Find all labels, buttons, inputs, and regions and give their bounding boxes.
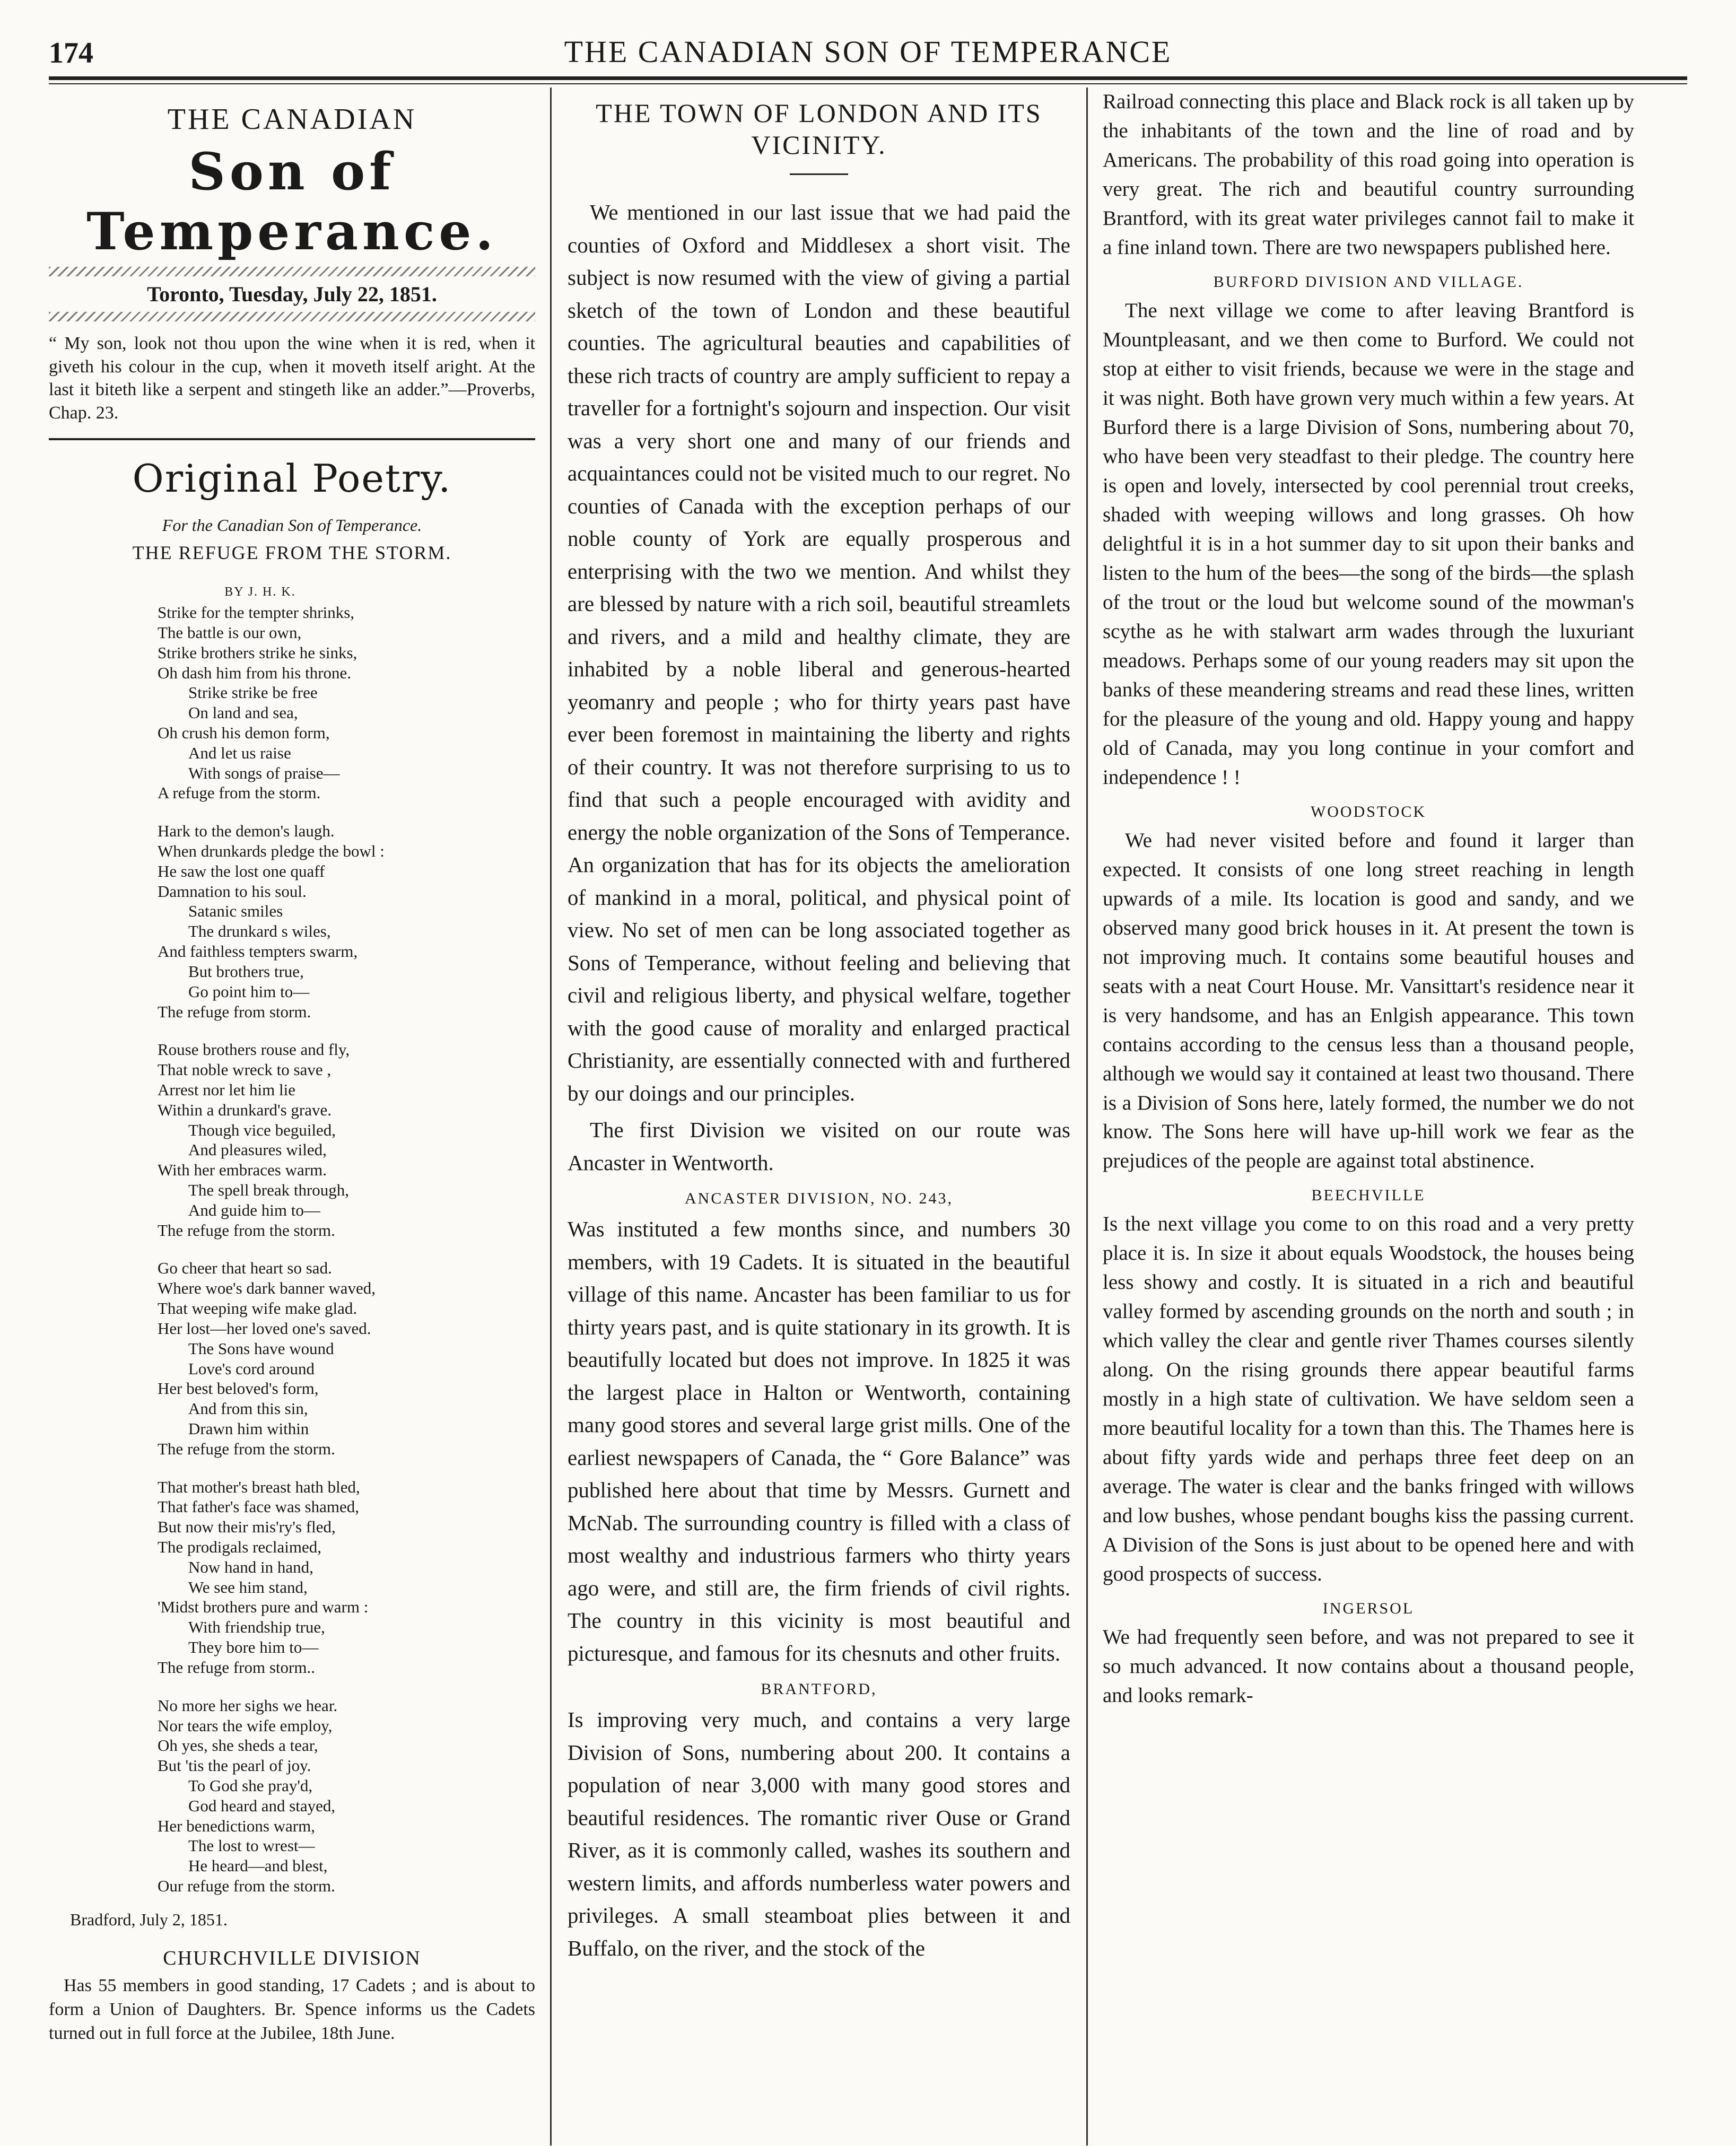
poem-title: THE REFUGE FROM THE STORM. [132, 542, 452, 564]
poem-line: But brothers true, [188, 962, 304, 981]
poem-line: He saw the lost one quaff [158, 861, 325, 880]
article-paragraph: We mentioned in our last issue that we had paid the counties of Oxford and Middlesex a short visit. The subject is now resumed with the view of giving a partial sketch of the town of London and these beautiful counties. The agricultural beauties and capabilities of these rich tracts of country are amply sufficient to repay a traveller for a fortnight's sojourn and inspection. Our visit was a very short one and many of our friends and acquaintances could not be visited much to our regret. No counties of Canada with the exception perhaps of our noble county of York are equally prosperous and enterprising with the two we mention. And whilst they are blessed by nature with a rich soil, beautiful streamlets and rivers, and a mild and healthy climate, they are inhabited by a noble liberal and generous-hearted yeomanry and people ; who for thirty years past have ever been foremost in maintaining the liberty and rights of their country. It was not therefore surprising to us to find that such a people encouraged with avidity and energy the noble organization of the Sons of Temperance. An organization that has for its objects the amelioration of mankind in a moral, political, and physical point of view. No set of men can be long associated together as Sons of Temperance, without feeling and believing that civil and religious liberty, and physical welfare, together with the good cause of morality and enlarged practical Christianity, are essentially connected with and furthered by our doings and our principles. [568, 200, 1070, 1105]
poem-line: And faithless tempters swarm, [158, 942, 358, 961]
poem-line: To God she pray'd, [188, 1776, 313, 1795]
poem-line: Go point him to— [188, 982, 310, 1001]
article-paragraph: Is the next village you come to on this road and a very pretty place it is. In size it about equals Woodstock, the houses being less showy and costly. It is situated in a rich and beautiful valley formed by ascending grounds on the north and south ; in which valley the clear and gentle river Thames courses silently along. On the rising grounds there appear beautiful farms mostly in a high state of cultivation. We have seldom seen a more beautiful locality for a town than this. The Thames here is about fifty yards wide and perhaps three feet deep on an average. The water is clear and the banks fringed with willows and low bushes, whose pendant boughs kiss the passing current. A Division of the Sons is just about to be opened here and with good prospects of success. [1103, 1212, 1634, 1586]
subheading-ingersol: INGERSOL [1322, 1600, 1415, 1618]
page-header [49, 27, 1687, 70]
article-title: THE TOWN OF LONDON AND ITS VICINITY. [596, 98, 1042, 160]
poem-line: That mother's breast hath bled, [158, 1477, 360, 1496]
poem-line: Oh yes, she sheds a tear, [158, 1736, 318, 1755]
article-paragraph: Railroad connecting this place and Black rock is all taken up by the inhabitants of the town and the line of road and by Americans. The probability of this road going into operation is very great. The rich and beautiful country surrounding Brantford, with its great water privileges cannot fail to make it a fine inland town. There are two newspapers published here. [1103, 90, 1634, 259]
poem-line: On land and sea, [188, 703, 298, 722]
poem-line: And let us raise [188, 743, 291, 762]
poem-line: When drunkards pledge the bowl : [158, 842, 385, 860]
poem-stanza [158, 1258, 535, 1459]
poem-line: The Sons have wound [188, 1339, 334, 1358]
epigraph: “ My son, look not thou upon the wine when it is red, when it giveth his colour in the cup, when it moveth itself aright. At the last it biteth like a serpent and stingeth like an adder.”—Proverbs, Chap. 23. [49, 334, 535, 423]
poem-line: The spell break through, [188, 1181, 350, 1199]
poem-line: Nor tears the wife employ, [158, 1716, 333, 1735]
article-paragraph: The next village we come to after leaving Brantford is Mountpleasant, and we then come to Burford. We could not stop at either to visit friends, because we were in the stage and it was night. Both have grown very much within a few years. At Burford there is a large Division of Sons, numbering about 70, who have been very steadfast to their pledge. The country here is open and lovely, intersected by cool perennial trout creeks, shaded with weeping willows and long grasses. Oh how delightful it is in a hot summer day to sit upon their banks and listen to the hum of the bees—the song of the birds—the splash of the trout or the loud but welcome sound of the mowman's scythe as he with stalwart arm wades through the luxuriant meadows. Perhaps some of our young readers may sit upon the banks of these meandering streams and read these lines, written for the pleasure of the young and old. Happy young and happy old of Canada, may you long continue in your comfort and independence ! ! [1103, 299, 1634, 789]
running-title: THE CANADIAN SON OF TEMPERANCE [564, 34, 1172, 69]
poem-line: Oh crush his demon form, [158, 723, 330, 742]
poem-line: The refuge from the storm. [158, 1439, 335, 1458]
poem-line: Damnation to his soul. [158, 882, 307, 901]
poem-line: Within a drunkard's grave. [158, 1100, 332, 1119]
poem-line: That weeping wife make glad. [158, 1299, 357, 1318]
poem-line: He heard—and blest, [188, 1856, 328, 1875]
masthead-line1: THE CANADIAN [167, 103, 417, 136]
poem-line: And guide him to— [188, 1200, 320, 1219]
poem-line: With her embraces warm. [158, 1161, 327, 1180]
poem-line: Strike strike be free [188, 683, 318, 702]
column-right [1086, 88, 1634, 2145]
poem-line: The refuge from storm. [158, 1002, 311, 1021]
poem-stanza [158, 1040, 535, 1240]
poem-line: Oh dash him from his throne. [158, 663, 352, 682]
article-paragraph: We had frequently seen before, and was not prepared to see it so much advanced. It now contains about a thousand people, and looks remark- [1103, 1626, 1634, 1707]
poem-line: Strike for the tempter shrinks, [158, 603, 355, 622]
poem-line: The refuge from the storm. [158, 1220, 335, 1240]
poem-stanza [158, 821, 535, 1022]
poem-line: The prodigals reclaimed, [158, 1538, 322, 1556]
article-paragraph: Is improving very much, and contains a very large Division of Sons, numbering about 200. It contains a population of near 3,000 with many good stores and beautiful residences. The romantic river Ouse or Grand River, as it is commonly called, washes its southern and western limits, and affords numberless water powers and privileges. A small steamboat plies between it and Buffalo, on the river, and the stock of the [568, 1707, 1070, 1960]
poem-line: Our refuge from the storm. [158, 1877, 335, 1895]
column-left [49, 88, 550, 2145]
poem-line: But now their mis'ry's fled, [158, 1517, 336, 1537]
poem-line: Drawn him within [188, 1419, 309, 1438]
poem-line: A refuge from the storm. [158, 783, 321, 802]
columns [49, 88, 1687, 2145]
poem-line: They bore him to— [188, 1638, 319, 1657]
subheading-brantford: BRANTFORD, [761, 1680, 877, 1698]
poem-byline: BY J. H. K. [224, 585, 296, 599]
poem-stanza [158, 603, 535, 803]
poem-line: Go cheer that heart so sad. [158, 1259, 332, 1278]
poem-line: Love's cord around [188, 1359, 315, 1378]
wavy-rule [49, 267, 535, 276]
poem-line: Though vice beguiled, [188, 1120, 336, 1139]
subheading-woodstock: WOODSTOCK [1310, 802, 1427, 821]
poem-signoff: Bradford, July 2, 1851. [70, 1909, 228, 1929]
subheading-burford: BURFORD DIVISION AND VILLAGE. [1213, 273, 1524, 291]
poem-line: Now hand in hand, [188, 1557, 313, 1576]
poem-stanza [158, 1696, 535, 1896]
poem-line: But 'tis the pearl of joy. [158, 1756, 311, 1775]
poetry-heading: Original Poetry. [132, 456, 452, 501]
poem-line: The refuge from storm.. [158, 1658, 315, 1677]
poem-line: That father's face was shamed, [158, 1497, 359, 1516]
poem-line: That noble wreck to save , [158, 1060, 332, 1079]
column-middle [550, 88, 1086, 2145]
wavy-rule [49, 312, 535, 321]
poem-line: Her benedictions warm, [158, 1816, 315, 1835]
subheading-ancaster: ANCASTER DIVISION, NO. 243, [685, 1190, 953, 1207]
poem-line: With friendship true, [188, 1618, 325, 1637]
poem-line: Arrest nor let him lie [158, 1080, 295, 1099]
poem-line: God heard and stayed, [188, 1796, 336, 1815]
poem-line: No more her sighs we hear. [158, 1696, 338, 1715]
masthead-title: Son of Temperance. [86, 142, 498, 261]
poem-line: Satanic smiles [188, 902, 283, 921]
poem-line: The lost to wrest— [188, 1836, 315, 1855]
section-rule [49, 438, 535, 440]
churchville-text: Has 55 members in good standing, 17 Cadets ; and is about to form a Union of Daughters. Br. Spence informs us the Cadets turned out in full force at the Jubilee, 18th June. [49, 1975, 535, 2043]
poem-line: With songs of praise— [188, 763, 340, 782]
dateline: Toronto, Tuesday, July 22, 1851. [147, 282, 437, 306]
subheading-beachville: BEECHVILLE [1311, 1187, 1426, 1205]
poem-line: 'Midst brothers pure and warm : [158, 1598, 369, 1617]
article-paragraph: Was instituted a few months since, and numbers 30 members, with 19 Cadets. It is situated in the beautiful village of this name. Ancaster has been familiar to us for thirty years past, and is quite stationary in its growth. It is beautifully located but does not improve. In 1825 it was the largest place in Halton or Wentworth, containing many good stores and several large grist mills. One of the earliest newspapers of Canada, the “ Gore Balance” was published here about that time by Messrs. Gurnett and McNab. The surrounding country is filled with a class of most wealthy and industrious farmers who thirty years ago were, and still are, the firm friends of civil rights. The country in this vicinity is most beautiful and picturesque, and famous for its chesnuts and other fruits. [568, 1217, 1070, 1665]
article-paragraph: The first Division we visited on our route was Ancaster in Wentworth. [568, 1118, 1070, 1175]
poem-line: Hark to the demon's laugh. [158, 822, 335, 841]
article-paragraph: We had never visited before and found it larger than expected. It consists of one long street reaching in length upwards of a mile. Its location is good and sandy, and we observed many good brick houses in it. At present the town is not improving much. It contains some beautiful houses and seats with a neat Court House. Mr. Vansittart's residence near it is very handsome, and has an Enlgish appearance. This town contains according to the census less than a thousand people, although we would say it contained at least two thousand. There is a Division of Sons here, lately formed, the number we do not know. The Sons here will have up-hill work we fear as the prejudices of the people are against total abstinence. [1103, 828, 1634, 1173]
poem [49, 603, 535, 1896]
poem-line: And pleasures wiled, [188, 1140, 327, 1159]
poem-line: Rouse brothers rouse and fly, [158, 1040, 350, 1059]
page-number: 174 [49, 37, 93, 69]
poem-dedication: For the Canadian Son of Temperance. [162, 516, 422, 535]
poem-line: And from this sin, [188, 1399, 308, 1418]
poem-stanza [158, 1477, 535, 1678]
poem-line: Her best beloved's form, [158, 1379, 319, 1398]
poem-line: Strike brothers strike he sinks, [158, 643, 357, 662]
churchville-heading: CHURCHVILLE DIVISION [163, 1947, 421, 1969]
header-rule-thin [49, 83, 1687, 84]
header-rule [49, 76, 1687, 80]
poem-line: Her lost—her loved one's saved. [158, 1319, 371, 1338]
poem-line: The drunkard s wiles, [188, 922, 331, 941]
poem-line: Where woe's dark banner waved, [158, 1279, 376, 1298]
poem-line: The battle is our own, [158, 623, 302, 642]
poem-line: We see him stand, [188, 1577, 308, 1597]
title-rule [790, 173, 848, 175]
